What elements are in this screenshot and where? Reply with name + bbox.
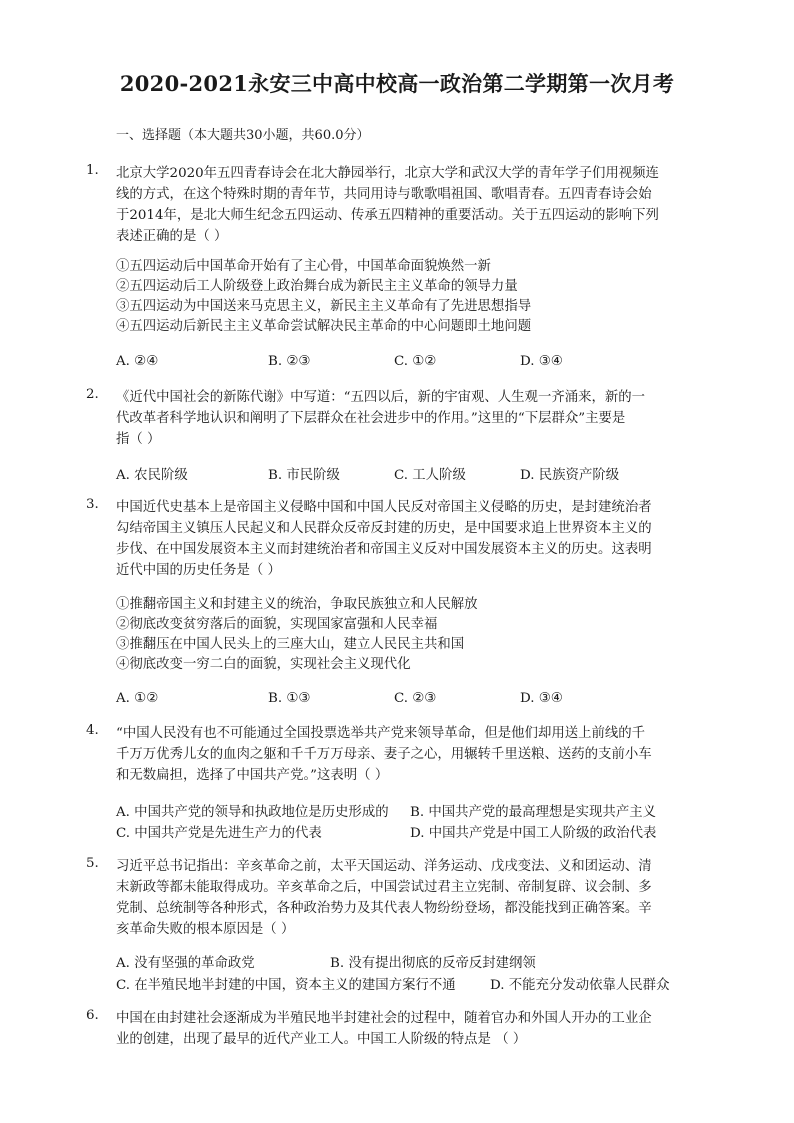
stem-line: 亥革命失败的根本原因是（ ） bbox=[116, 922, 295, 937]
stem-line: 勾结帝国主义镇压人民起义和人民群众反帝反封建的历史，是中国要求追上世界资本主义的 bbox=[116, 521, 652, 536]
option-d[interactable]: D. 中国共产党是中国工人阶级的政治代表 bbox=[410, 826, 657, 841]
statement-item: ④五四运动后新民主主义革命尝试解决民主革命的中心问题即土地问题 bbox=[116, 319, 532, 334]
answer-options bbox=[116, 464, 676, 484]
statement-list bbox=[116, 595, 478, 675]
question-stem bbox=[116, 856, 692, 940]
question-stem bbox=[116, 497, 692, 581]
question-stem bbox=[116, 387, 692, 450]
option-c[interactable]: C. 中国共产党是先进生产力的代表 bbox=[116, 826, 322, 841]
question-stem bbox=[116, 723, 692, 786]
stem-line: 中国近代史基本上是帝国主义侵略中国和中国人民反对帝国主义侵略的历史，是封建统治者 bbox=[116, 500, 652, 515]
question-stem bbox=[116, 163, 692, 247]
page-title: 2020-2021永安三中高中校高一政治第二学期第一次月考 bbox=[119, 71, 675, 96]
option-d[interactable]: D. ③④ bbox=[520, 354, 563, 369]
question-number: 2. bbox=[86, 387, 99, 402]
option-b[interactable]: B. ②③ bbox=[268, 354, 311, 369]
answer-options bbox=[116, 354, 676, 374]
option-b[interactable]: B. ①③ bbox=[268, 691, 311, 706]
statement-list bbox=[116, 257, 531, 337]
statement-item: ②彻底改变贫穷落后的面貌，实现国家富强和人民幸福 bbox=[116, 617, 438, 632]
option-d[interactable]: D. 民族资产阶级 bbox=[520, 468, 620, 483]
option-d[interactable]: D. 不能充分发动依靠人民群众 bbox=[490, 978, 670, 993]
option-c[interactable]: C. 在半殖民地半封建的中国，资本主义的建国方案行不通 bbox=[116, 978, 456, 993]
stem-line: 表述正确的是（ ） bbox=[116, 229, 228, 244]
option-c[interactable]: C. ②③ bbox=[394, 691, 437, 706]
option-a[interactable]: A. ②④ bbox=[116, 354, 159, 369]
stem-line: 末新政等都未能取得成功。辛亥革命之后，中国尝试过君主立宪制、帝制复辟、议会制、多 bbox=[116, 880, 652, 895]
question-number: 5. bbox=[86, 856, 99, 871]
question-stem bbox=[116, 1008, 692, 1050]
stem-line: 于2014年，是北大师生纪念五四运动、传承五四精神的重要活动。关于五四运动的影响下列 bbox=[116, 208, 659, 223]
option-a[interactable]: A. 中国共产党的领导和执政地位是历史形成的 bbox=[116, 805, 389, 820]
question-number: 1. bbox=[86, 163, 99, 178]
option-a[interactable]: A. ①② bbox=[116, 691, 159, 706]
stem-line: 北京大学2020年五四青春诗会在北大静园举行，北京大学和武汉大学的青年学子们用视频连 bbox=[116, 166, 659, 181]
statement-item: ①五四运动后中国革命开始有了主心骨，中国革命面貌焕然一新 bbox=[116, 259, 491, 274]
stem-line: 千万万优秀儿女的血肉之躯和千千万万母亲、妻子之心，用辗转千里送粮、送药的支前小车 bbox=[116, 747, 652, 762]
option-b[interactable]: B. 中国共产党的最高理想是实现共产主义 bbox=[410, 805, 656, 820]
stem-line: 中国在由封建社会逐渐成为半殖民地半封建社会的过程中，随着官办和外国人开办的工业企 bbox=[116, 1011, 652, 1026]
stem-line: 线的方式，在这个特殊时期的青年节，共同用诗与歌歌唱祖国、歌唱青春。五四青春诗会始 bbox=[116, 187, 652, 202]
stem-line: 党制、总统制等各种形式，各种政治势力及其代表人物纷纷登场，都没能找到正确答案。辛 bbox=[116, 901, 652, 916]
stem-line: 代改革者科学地认识和阐明了下层群众在社会进步中的作用。”这里的“下层群众”主要是 bbox=[116, 411, 626, 426]
stem-line: 《近代中国社会的新陈代谢》中写道：“五四以后，新的宇宙观、人生观一齐涌来，新的一 bbox=[116, 390, 646, 405]
stem-line: 习近平总书记指出：辛亥革命之前，太平天国运动、洋务运动、戊戌变法、义和团运动、清 bbox=[116, 859, 652, 874]
option-c[interactable]: C. ①② bbox=[394, 354, 437, 369]
stem-line: 步伐、在中国发展资本主义而封建统治者和帝国主义反对中国发展资本主义的历史。这表明 bbox=[116, 542, 652, 557]
stem-line: 指（ ） bbox=[116, 432, 161, 447]
question-number: 4. bbox=[86, 723, 99, 738]
question-number: 3. bbox=[86, 497, 99, 512]
question-number: 6. bbox=[86, 1008, 99, 1023]
statement-item: ③推翻压在中国人民头上的三座大山，建立人民民主共和国 bbox=[116, 637, 465, 652]
option-c[interactable]: C. 工人阶级 bbox=[394, 468, 466, 483]
statement-item: ③五四运动为中国送来马克思主义，新民主主义革命有了先进思想指导 bbox=[116, 299, 532, 314]
stem-line: 近代中国的历史任务是（ ） bbox=[116, 563, 281, 578]
stem-line: 业的创建，出现了最早的近代产业工人。中国工人阶级的特点是 （ ） bbox=[116, 1032, 527, 1047]
statement-item: ①推翻帝国主义和封建主义的统治，争取民族独立和人民解放 bbox=[116, 597, 478, 612]
option-a[interactable]: A. 没有坚强的革命政党 bbox=[116, 956, 255, 971]
stem-line: “中国人民没有也不可能通过全国投票选举共产党来领导革命，但是他们却用送上前线的千 bbox=[116, 726, 646, 741]
option-b[interactable]: B. 没有提出彻底的反帝反封建纲领 bbox=[330, 956, 536, 971]
answer-options bbox=[116, 691, 676, 711]
statement-item: ④彻底改变一穷二白的面貌，实现社会主义现代化 bbox=[116, 657, 411, 672]
option-b[interactable]: B. 市民阶级 bbox=[268, 468, 340, 483]
section-heading: 一、选择题（本大题共30小题，共60.0分） bbox=[116, 128, 370, 143]
statement-item: ②五四运动后工人阶级登上政治舞台成为新民主主义革命的领导力量 bbox=[116, 279, 518, 294]
stem-line: 和无数扁担，选择了中国共产党。”这表明（ ） bbox=[116, 768, 389, 783]
option-a[interactable]: A. 农民阶级 bbox=[116, 468, 188, 483]
option-d[interactable]: D. ③④ bbox=[520, 691, 563, 706]
